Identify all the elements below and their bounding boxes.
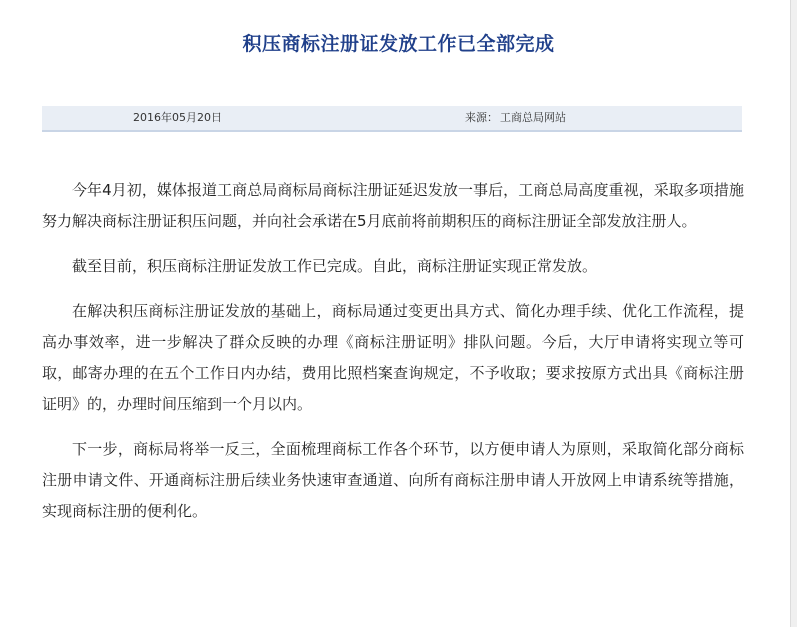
article-paragraph: 在解决积压商标注册证发放的基础上，商标局通过变更出具方式、简化办理手续、优化工作流程，提高办事效率，进一步解决了群众反映的办理《商标注册证明》排队问题。今后，大厅申请将实现立等可取，邮寄办理的在五个工作日内办结，费用比照档案查询规定，不予收取；要求按原方式出具《商标注册证明》的，办理时间压缩到一个月以内。 [42, 302, 744, 413]
publish-date: 2016年05月20日 [133, 111, 222, 124]
source-name: 工商总局网站 [500, 111, 566, 124]
article-paragraph: 今年4月初，媒体报道工商总局商标局商标注册证延迟发放一事后，工商总局高度重视，采取多项措施努力解决商标注册证积压问题，并向社会承诺在5月底前将前期积压的商标注册证全部发放注册人。 [42, 181, 744, 230]
article-body [42, 175, 744, 541]
article-source [465, 111, 566, 125]
article-paragraph: 下一步，商标局将举一反三，全面梳理商标工作各个环节，以方便申请人为原则，采取简化部分商标注册申请文件、开通商标注册后续业务快速审查通道、向所有商标注册申请人开放网上申请系统等措施，实现商标注册的便利化。 [42, 440, 744, 520]
vertical-scrollbar[interactable] [790, 0, 797, 627]
article-paragraph: 截至目前，积压商标注册证发放工作已完成。自此，商标注册证实现正常发放。 [72, 257, 598, 275]
article-meta-bar [42, 106, 742, 132]
source-label: 来源： [465, 111, 498, 124]
article-title: 积压商标注册证发放工作已全部完成 [242, 33, 555, 55]
